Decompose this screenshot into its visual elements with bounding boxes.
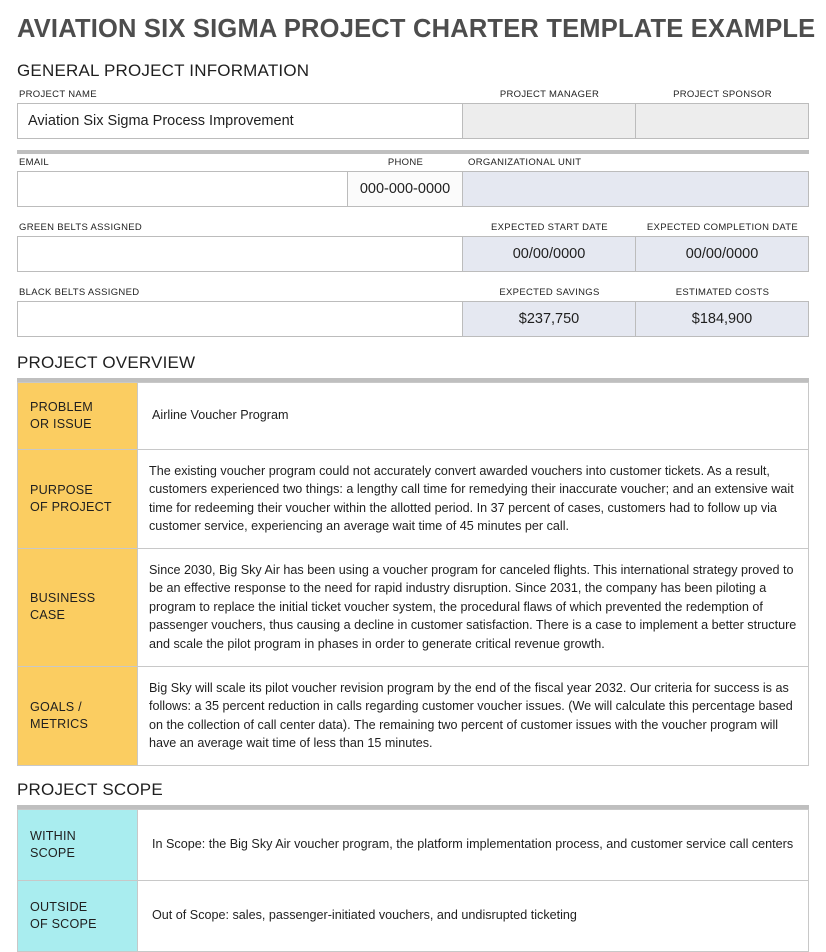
table-row	[18, 809, 809, 880]
input-estimated-costs[interactable]: $184,900	[636, 301, 809, 337]
table-row	[18, 666, 809, 765]
input-row-1	[17, 103, 809, 139]
field-group-row3	[17, 219, 809, 272]
section-heading-general: GENERAL PROJECT INFORMATION	[17, 60, 310, 80]
section-heading-overview: PROJECT OVERVIEW	[17, 352, 196, 372]
label-row-1	[17, 86, 809, 103]
label-row-3	[17, 219, 809, 236]
row-label-line: BUSINESS	[30, 591, 96, 606]
row-text-problem-or-issue[interactable]: Airline Voucher Program	[138, 382, 809, 449]
label-project-manager: PROJECT MANAGER	[499, 88, 600, 100]
input-row-3	[17, 236, 809, 272]
label-expected-savings: EXPECTED SAVINGS	[499, 286, 600, 298]
field-group-row1	[17, 86, 809, 139]
table-row	[18, 449, 809, 548]
row-label-line: SCOPE	[30, 845, 76, 860]
row-label-line: OUTSIDE	[30, 899, 88, 914]
row-label-line: GOALS /	[30, 699, 82, 714]
row-label-line: OF SCOPE	[30, 916, 97, 931]
table-row	[18, 880, 809, 951]
label-email: EMAIL	[19, 156, 50, 168]
page-title: AVIATION SIX SIGMA PROJECT CHARTER TEMPLATE EXAMPLE	[17, 15, 816, 43]
table-row	[18, 548, 809, 666]
label-green-belts-assigned: GREEN BELTS ASSIGNED	[19, 221, 143, 233]
input-project-name[interactable]: Aviation Six Sigma Process Improvement	[17, 103, 463, 139]
input-expected-start-date[interactable]: 00/00/0000	[463, 236, 636, 272]
row-label-problem-or-issue	[18, 382, 138, 449]
row-label-line: CASE	[30, 608, 66, 623]
project-scope-table	[17, 809, 809, 952]
label-organizational-unit: ORGANIZATIONAL UNIT	[468, 156, 582, 168]
row-text-purpose-of-project[interactable]: The existing voucher program could not accurately convert awarded vouchers into customer tickets. As a result, customers experienced two things: a lengthy call time for remedying their inaccurate voucher; and an extensive wait time for redeeming their voucher within the allotted period. In 37 percent of cases, customers had to follow up via customer service, experiencing an average wait time of 45 minutes per call.	[138, 449, 809, 548]
field-group-row4	[17, 284, 809, 337]
label-row-2	[17, 154, 809, 171]
input-row-2	[17, 171, 809, 207]
label-expected-start-date: EXPECTED START DATE	[491, 221, 608, 233]
input-expected-completion-date[interactable]: 00/00/0000	[636, 236, 809, 272]
row-label-line: PROBLEM	[30, 399, 93, 414]
row-label-line: PURPOSE	[30, 482, 93, 497]
section-heading-scope: PROJECT SCOPE	[17, 779, 163, 799]
label-project-name: PROJECT NAME	[19, 88, 97, 100]
label-phone: PHONE	[387, 156, 424, 168]
input-expected-savings[interactable]: $237,750	[463, 301, 636, 337]
row-text-within-scope[interactable]: In Scope: the Big Sky Air voucher program, the platform implementation process, and customer service call centers	[138, 809, 809, 880]
row-label-line: WITHIN	[30, 828, 76, 843]
table-row	[18, 382, 809, 449]
row-label-purpose-of-project	[18, 449, 138, 548]
field-group-row2	[17, 154, 809, 207]
input-project-manager[interactable]	[463, 103, 636, 139]
input-row-4	[17, 301, 809, 337]
input-project-sponsor[interactable]	[636, 103, 809, 139]
label-black-belts-assigned: BLACK BELTS ASSIGNED	[19, 286, 140, 298]
row-text-outside-of-scope[interactable]: Out of Scope: sales, passenger-initiated vouchers, and undisrupted ticketing	[138, 880, 809, 951]
label-estimated-costs: ESTIMATED COSTS	[675, 286, 770, 298]
row-text-goals-metrics[interactable]: Big Sky will scale its pilot voucher revision program by the end of the fiscal year 2032. Our criteria for success is as follows: a 35 percent reduction in calls regarding customer voucher issues. (We will calculate this percentage based on the collection of call center data). The remaining two percent of customer issues with the voucher program will have an average wait time of less than 15 minutes.	[138, 666, 809, 765]
row-label-within-scope	[18, 809, 138, 880]
row-label-line: OR ISSUE	[30, 416, 92, 431]
label-project-sponsor: PROJECT SPONSOR	[673, 88, 772, 100]
row-label-line: OF PROJECT	[30, 499, 112, 514]
row-label-goals-metrics	[18, 666, 138, 765]
row-text-business-case[interactable]: Since 2030, Big Sky Air has been using a voucher program for canceled flights. This international strategy proved to be an effective response to the need for rapid industry disruption. Since 2031, the company has been piloting a program to replace the initial ticket voucher system, the procedural flaws of which prevented the redemption of passenger vouchers, thus causing a decline in customer satisfaction. There is a case to implement a better structure and scale the pilot program in phases in order to generate critical revenue growth.	[138, 548, 809, 666]
input-phone[interactable]: 000-000-0000	[348, 171, 463, 207]
row-label-outside-of-scope	[18, 880, 138, 951]
row-label-line: METRICS	[30, 716, 89, 731]
input-email[interactable]	[17, 171, 348, 207]
label-row-4	[17, 284, 809, 301]
project-overview-table	[17, 382, 809, 766]
row-label-business-case	[18, 548, 138, 666]
input-organizational-unit[interactable]	[463, 171, 809, 207]
label-expected-completion-date: EXPECTED COMPLETION DATE	[646, 221, 799, 233]
input-green-belts-assigned[interactable]	[17, 236, 463, 272]
input-black-belts-assigned[interactable]	[17, 301, 463, 337]
